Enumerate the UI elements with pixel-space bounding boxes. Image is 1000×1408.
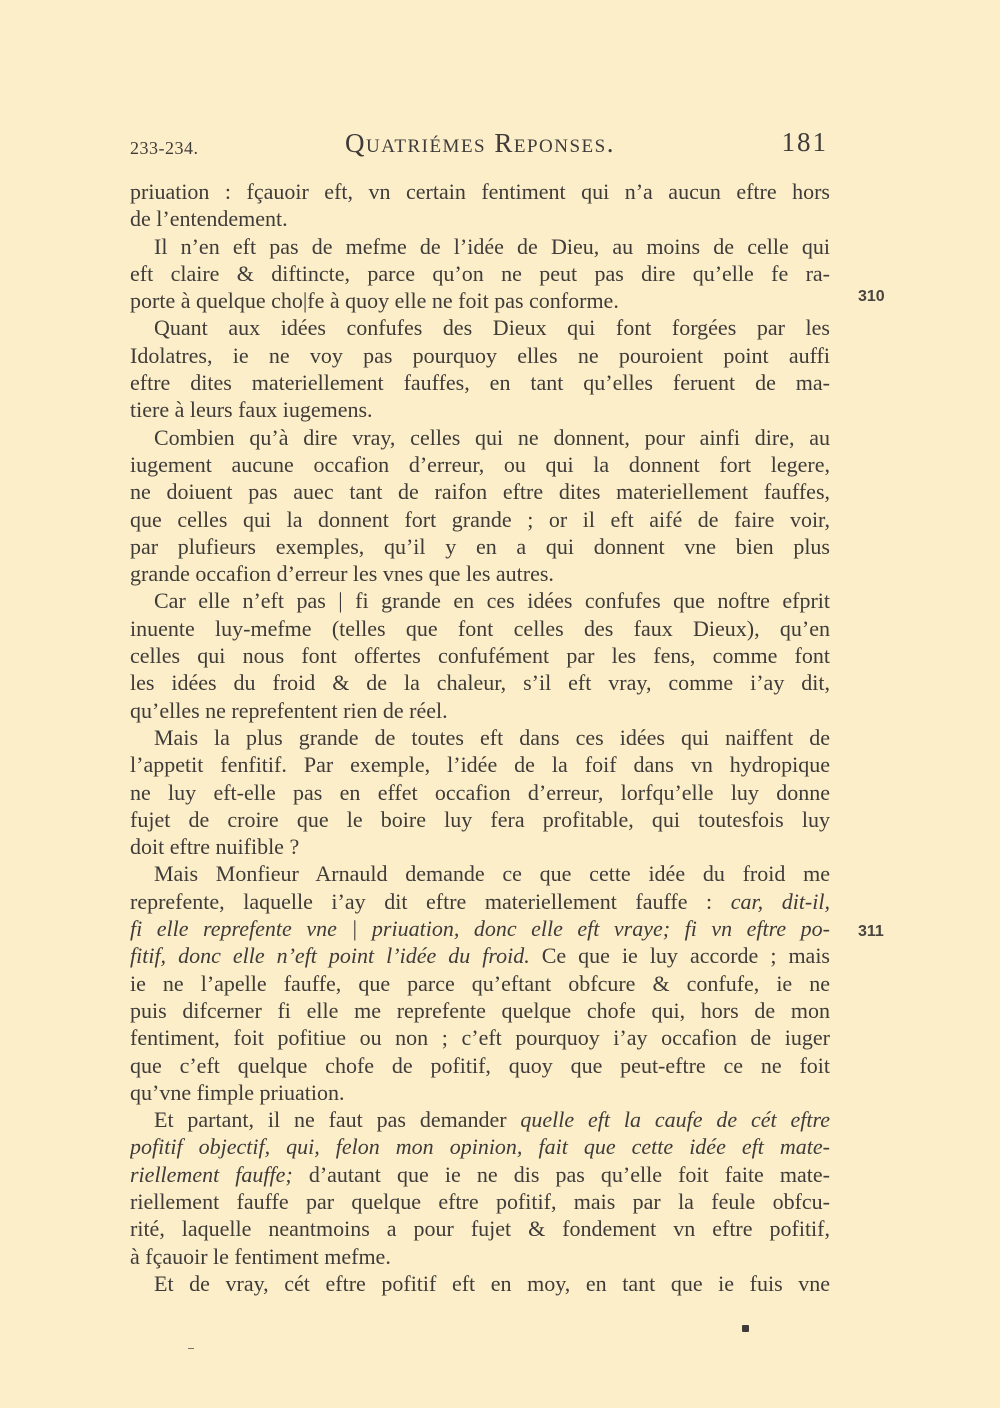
text-line: Mais la plus grande de toutes eft dans ces idées qui naiffent de	[154, 724, 830, 750]
text-line: priuation : fçauoir eft, vn certain fentiment qui n’a aucun eftre hors	[130, 179, 830, 204]
body-text	[130, 178, 830, 1297]
text-line: grande occafion d’erreur les vnes que les autres.	[130, 561, 554, 587]
text-line: ne luy eft-elle pas en effet occafion d’erreur, lorfqu’elle luy donne	[130, 779, 830, 805]
text-line: iugement aucune occafion d’erreur, ou qui la donnent fort legere,	[130, 451, 830, 477]
text-line: Quant aux idées confufes des Dieux qui font forgées par les	[154, 315, 830, 341]
text-line: Mais Monfieur Arnauld demande ce que cette idée du froid me	[154, 861, 830, 887]
text-line: tiere à leurs faux iugemens.	[130, 397, 373, 423]
text-line: reprefente, laquelle i’ay dit eftre materiellement fauffe : car, dit-il,	[130, 888, 830, 914]
text-line: Il n’en eft pas de mefme de l’idée de Dieu, au moins de celle qui	[154, 233, 830, 259]
text-line: inuente luy-mefme (telles que font celles des faux Dieux), qu’en	[130, 615, 830, 641]
text-line: fi elle reprefente vne | priuation, donc elle eft vraye; fi vn eftre po-	[130, 916, 830, 942]
chapter-title: Quatriémes Reponses.	[345, 128, 615, 158]
ink-dot	[742, 1325, 749, 1332]
text-line: l’appetit fenfitif. Par exemple, l’idée de la foif dans vn hydropique	[130, 752, 830, 778]
text-line: à fçauoir le fentiment mefme.	[130, 1243, 391, 1269]
text-line: que celles qui la donnent fort grande ; or il eft aifé de faire voir,	[130, 506, 830, 532]
text-line: que c’eft quelque chofe de pofitif, quoy que peut-eftre ce ne foit	[130, 1052, 830, 1078]
text-line: qu’elles ne reprefentent rien de réel.	[130, 697, 448, 723]
margin-page-ref: 310	[858, 288, 885, 305]
text-line: ne doiuent pas auec tant de raifon eftre dites materiellement fauffes,	[130, 479, 830, 505]
text-line: les idées du froid & de la chaleur, s’il eft vray, comme i’ay dit,	[130, 670, 830, 696]
running-header	[130, 126, 830, 166]
page-number: 181	[781, 127, 828, 157]
text-line: fentiment, foit pofitiue ou non ; c’eft pourquoy i’ay occafion de iuger	[130, 1025, 830, 1051]
ink-mark	[188, 1348, 194, 1349]
text-line: fujet de croire que le boire luy fera profitable, qui toutesfois luy	[130, 806, 830, 832]
text-line: de l’entendement.	[130, 206, 288, 232]
text-line: riellement fauffe par quelque eftre pofitif, mais par la feule obfcu-	[130, 1188, 830, 1214]
text-line: Idolatres, ie ne voy pas pourquoy elles ne pouroient point auffi	[130, 342, 830, 368]
text-line: eftre dites materiellement fauffes, en tant qu’elles feruent de ma-	[130, 370, 830, 396]
text-line: doit eftre nuifible ?	[130, 834, 300, 860]
text-line: Et de vray, cét eftre pofitif eft en moy, en tant que ie fuis vne	[154, 1270, 830, 1296]
text-line: Car elle n’eft pas | fi grande en ces idées confufes que noftre efprit	[154, 588, 830, 614]
text-line: qu’vne fimple priuation.	[130, 1079, 345, 1105]
margin-page-ref: 311	[858, 923, 884, 940]
text-line: puis difcerner fi elle me reprefente quelque chofe qui, hors de mon	[130, 997, 830, 1023]
text-line: par plufieurs exemples, qu’il y en a qui donnent vne bien plus	[130, 533, 830, 559]
text-line: pofitif objectif, qui, felon mon opinion, fait que cette idée eft mate-	[130, 1134, 830, 1160]
text-line: Et partant, il ne faut pas demander quelle eft la caufe de cét eftre	[154, 1107, 830, 1133]
text-line: Combien qu’à dire vray, celles qui ne donnent, pour ainfi dire, au	[154, 424, 830, 450]
text-line: riellement fauffe; d’autant que ie ne dis pas qu’elle foit faite mate-	[130, 1161, 830, 1187]
text-line: eft claire & diftincte, parce qu’on ne peut pas dire qu’elle fe ra-	[130, 260, 830, 286]
text-line: rité, laquelle neantmoins a pour fujet & fondement vn eftre pofitif,	[130, 1216, 830, 1242]
text-line: celles qui nous font offertes confufément par les fens, comme font	[130, 643, 830, 669]
text-line: ie ne l’apelle fauffe, que parce qu’eftant obfcure & confufe, ie ne	[130, 970, 830, 996]
text-line: fitif, donc elle n’eft point l’idée du froid. Ce que ie luy accorde ; mais	[130, 943, 830, 969]
page-range: 233-234.	[130, 138, 199, 158]
text-line: porte à quelque cho|fe à quoy elle ne foit pas conforme.	[130, 288, 619, 314]
